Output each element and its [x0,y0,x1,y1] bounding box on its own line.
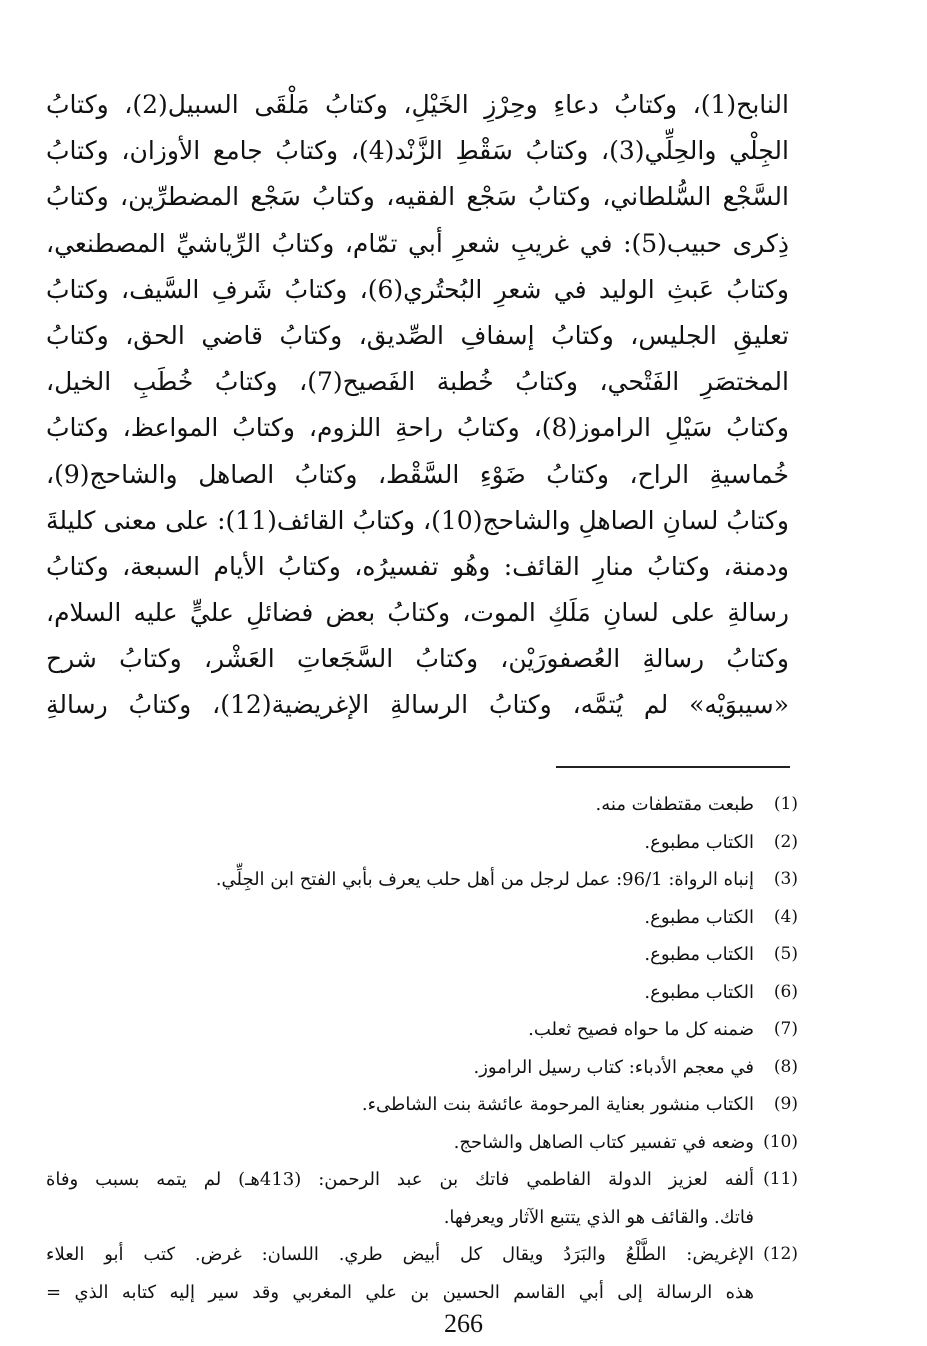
footnote [46,1086,798,1124]
footnote-text [46,824,754,862]
footnote [46,899,798,937]
footnote [46,974,798,1012]
footnote-line: ضمنه كل ما حواه فصيح ثعلب. [528,1019,754,1040]
footnote-text [46,786,754,824]
footnote-number: (3) [773,869,798,889]
footnote-text [46,1236,754,1311]
footnote-text [46,861,754,899]
footnote [46,786,798,824]
footnote-number: (4) [773,906,798,927]
footnote-separator [556,766,790,768]
footnote-number: (5) [773,944,798,964]
footnote-number: (8) [773,1056,798,1077]
footnote [46,1161,798,1236]
footnote [46,861,798,899]
footnote-line: هذه الرسالة إلى أبي القاسم الحسين بن علي المغربي وقد سير إليه كتابه الذي = [46,1281,754,1303]
footnote-text [46,974,754,1012]
text-line: خُماسيةِ الراح، وكتابُ ضَوْءِ السَّقْط، وكتابُ الصاهل والشاحج(9)، [46,459,789,489]
main-text [46,82,789,729]
page-number: 266 [444,1309,483,1338]
footnote [46,1124,798,1162]
footnote-number: (2) [773,831,798,852]
text-line: وكتابُ رسالةِ العُصفورَيْن، وكتابُ السَّجَعاتِ العَشْر، وكتابُ شرح [46,644,789,674]
footnote-line: فاتك. والقائف هو الذي يتتبع الآثار ويعرفها. [443,1206,754,1228]
footnote-line: وضعه في تفسير كتاب الصاهل والشاحج. [453,1131,754,1153]
footnote-line: الإغريض: الطَّلْعُ والبَرَدُ ويقال كل أبيض طري. اللسان: غرض. كتب أبو العلاء [46,1244,754,1265]
footnote [46,824,798,862]
footnote-line: في معجم الأدباء: كتاب رسيل الراموز. [473,1056,754,1078]
text-line: «سيبوَيْه» لم يُتمَّه، وكتابُ الرسالةِ الإغريضية(12)، وكتابُ رسالةِ [46,690,789,720]
footnote [46,1049,798,1087]
text-line: وكتابُ عَبثِ الوليد في شعرِ البُحتُري(6)، وكتابُ شَرفِ السَّيف، وكتابُ [46,274,789,304]
footnote-line: الكتاب مطبوع. [644,944,754,965]
footnote-text [46,899,754,937]
text-line: ودمنة، وكتابُ منارِ القائف: وهُو تفسيرُه، وكتابُ الأيام السبعة، وكتابُ [46,551,789,581]
footnote-number: (1) [773,794,798,814]
footnote [46,1236,798,1311]
text-line: السَّجْع السُّلطاني، وكتابُ سَجْع الفقيه، وكتابُ سَجْع المضطرِّين، وكتابُ [46,182,789,212]
footnotes [46,786,798,1311]
footnote [46,1011,798,1049]
footnote-line: ألفه لعزيز الدولة الفاطمي فاتك بن عبد الرحمن: (413هـ) لم يتمه بسبب وفاة [46,1169,754,1190]
footnote-number: (9) [773,1094,798,1114]
footnote-text [46,1161,754,1236]
footnote-line: طبعت مقتطفات منه. [595,794,754,815]
text-line: وكتابُ سَيْلِ الراموز(8)، وكتابُ راحةِ اللزوم، وكتابُ المواعظ، وكتابُ [46,413,789,443]
footnote-number: (7) [773,1019,798,1039]
footnote-line: الكتاب مطبوع. [644,831,754,853]
footnote-text [46,1124,754,1162]
footnote-text [46,936,754,974]
text-line: الجِلْي والحِلِّي(3)، وكتابُ سَقْطِ الزَّنْد(4)، وكتابُ جامع الأوزان، وكتابُ [46,136,789,166]
text-line: تعليقِ الجليس، وكتابُ إسفافِ الصِّديق، وكتابُ قاضي الحق، وكتابُ [46,320,789,350]
footnote-line: إنباه الرواة: 96/1: عمل لرجل من أهل حلب يعرف بأبي الفتح ابن الجِلِّي. [215,869,754,890]
footnote-line: الكتاب مطبوع. [644,981,754,1003]
footnote-text [46,1049,754,1087]
footnote-number: (12) [763,1244,798,1264]
footnote-line: الكتاب منشور بعناية المرحومة عائشة بنت الشاطىء. [361,1094,754,1115]
footnote-text [46,1086,754,1124]
footnote-line: الكتاب مطبوع. [644,906,754,928]
footnote-text [46,1011,754,1049]
text-line: ذِكرى حبيب(5): في غريبِ شعرِ أبي تمّام، وكتابُ الرِّياشيِّ المصطنعي، [46,228,789,258]
footnote [46,936,798,974]
footnote-number: (11) [763,1169,798,1189]
text-line: رسالةِ على لسانِ مَلَكِ الموت، وكتابُ بعض فضائلِ عليٍّ عليه السلام، [46,598,789,628]
text-line: النابح(1)، وكتابُ دعاءِ وحِرْزِ الخَيْلِ، وكتابُ مَلْقَى السبيل(2)، وكتابُ [46,90,789,119]
footnote-number: (10) [763,1131,798,1152]
footnote-number: (6) [773,981,798,1002]
text-line: المختصَرِ الفَتْحي، وكتابُ خُطبة الفَصيح(7)، وكتابُ خُطَبِ الخيل، [46,367,789,397]
text-line: وكتابُ لسانِ الصاهلِ والشاحج(10)، وكتابُ القائف(11): على معنى كليلةَ [46,505,789,535]
